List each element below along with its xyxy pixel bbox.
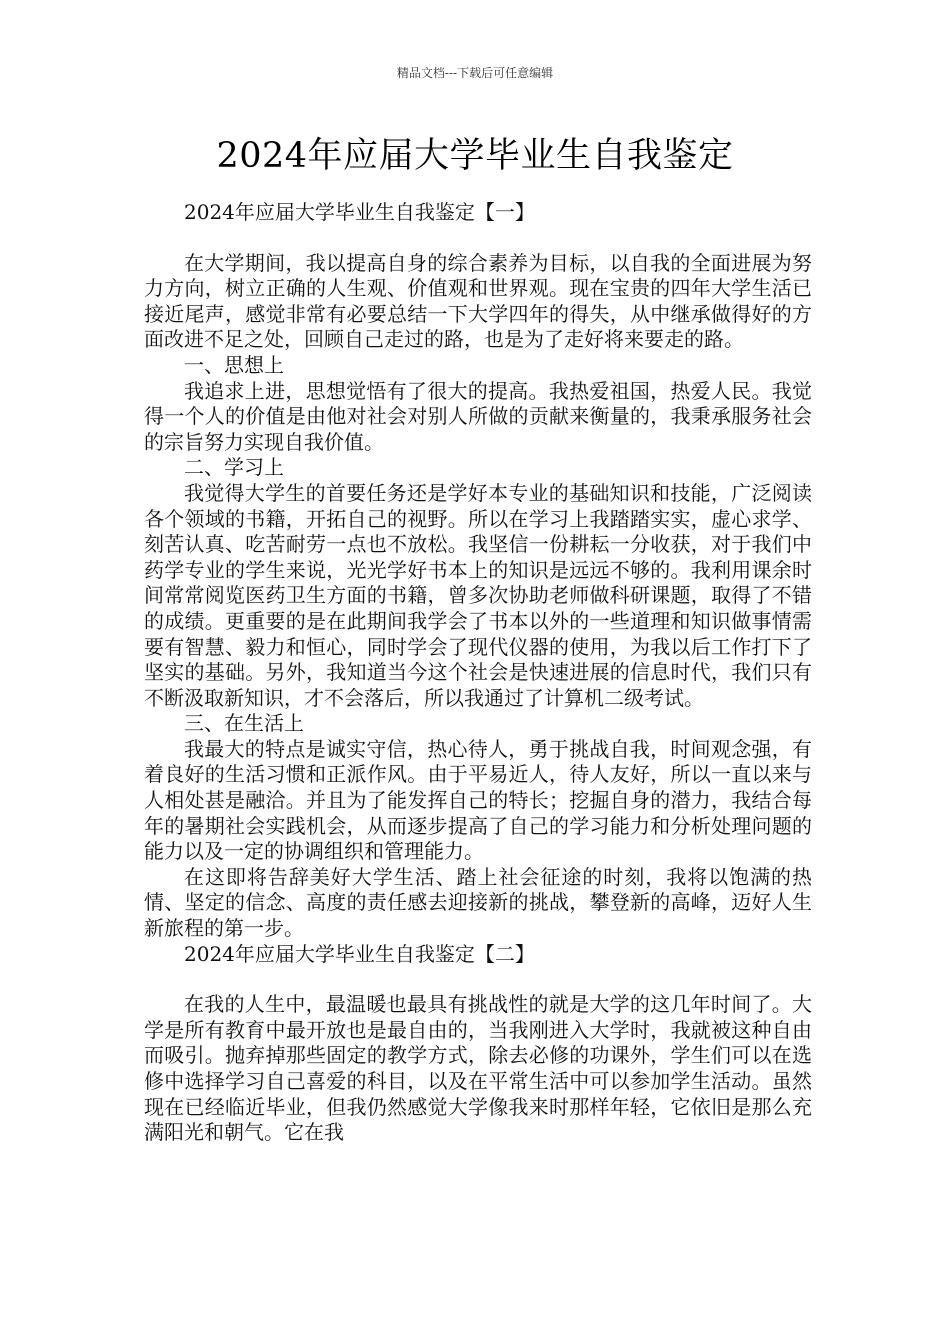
section-2-subtitle: 2024年应届大学毕业生自我鉴定【二】	[184, 941, 535, 966]
page-header: 精品文档---下载后可任意编辑	[396, 66, 554, 80]
section-1-paragraph-study: 我觉得大学生的首要任务还是学好本专业的基础知识和技能，广泛阅读各个领域的书籍，开拓自己的视野。所以在学习上我踏踏实实，虚心求学、刻苦认真、吃苦耐劳一点也不放松。我坚信一份耕耘一分收获，对于我们中药学专业的学生来说，光光学好书本上的知识是远远不够的。我利用课余时间常常阅览医药卫生方面的书籍，曾多次协助老师做科研课题，取得了不错的成绩。更重要的是在此期间我学会了书本以外的一些道理和知识做事情需要有智慧、毅力和恒心，同时学会了现代仪器的使用，为我以后工作打下了坚实的基础。另外，我知道当今这个社会是快速进展的信息时代，我们只有不断汲取新知识，才不会落后，所以我通过了计算机二级考试。	[144, 480, 812, 710]
section-1-heading-thought: 一、思想上	[184, 352, 284, 377]
document-body	[144, 200, 812, 1146]
section-2-paragraph: 在我的人生中，最温暖也最具有挑战性的就是大学的这几年时间了。大学是所有教育中最开放也是最自由的，当我刚进入大学时，我就被这种自由而吸引。抛弃掉那些固定的教学方式，除去必修的功课外，学生们可以在选修中选择学习自己喜爱的科目，以及在平常生活中可以参加学生活动。虽然现在已经临近毕业，但我仍然感觉大学像我来时那样年轻，它依旧是那么充满阳光和朝气。它在我	[144, 992, 812, 1145]
section-1-paragraph-life: 我最大的特点是诚实守信，热心待人，勇于挑战自我，时间观念强，有着良好的生活习惯和正派作风。由于平易近人，待人友好，所以一直以来与人相处甚是融洽。并且为了能发挥自己的特长；挖掘自身的潜力，我结合每年的暑期社会实践机会，从而逐步提高了自己的学习能力和分析处理问题的能力以及一定的协调组织和管理能力。	[144, 736, 812, 864]
section-1-subtitle: 2024年应届大学毕业生自我鉴定【一】	[184, 200, 535, 224]
section-1-intro-paragraph: 在大学期间，我以提高自身的综合素养为目标，以自我的全面进展为努力方向，树立正确的人生观、价值观和世界观。现在宝贵的四年大学生活已接近尾声，感觉非常有必要总结一下大学四年的得失，从中继承做得好的方面改进不足之处，回顾自己走过的路，也是为了走好将来要走的路。	[144, 250, 812, 352]
section-1-heading-study: 二、学习上	[184, 455, 284, 480]
document-title: 2024年应届大学毕业生自我鉴定	[216, 136, 734, 176]
section-1-paragraph-thought: 我追求上进，思想觉悟有了很大的提高。我热爱祖国，热爱人民。我觉得一个人的价值是由他对社会对别人所做的贡献来衡量的，我秉承服务社会的宗旨努力实现自我价值。	[144, 378, 812, 454]
section-1-heading-life: 三、在生活上	[184, 711, 304, 736]
section-1-paragraph-closing: 在这即将告辞美好大学生活、踏上社会征途的时刻，我将以饱满的热情、坚定的信念、高度的责任感去迎接新的挑战，攀登新的高峰，迈好人生新旅程的第一步。	[144, 864, 812, 941]
